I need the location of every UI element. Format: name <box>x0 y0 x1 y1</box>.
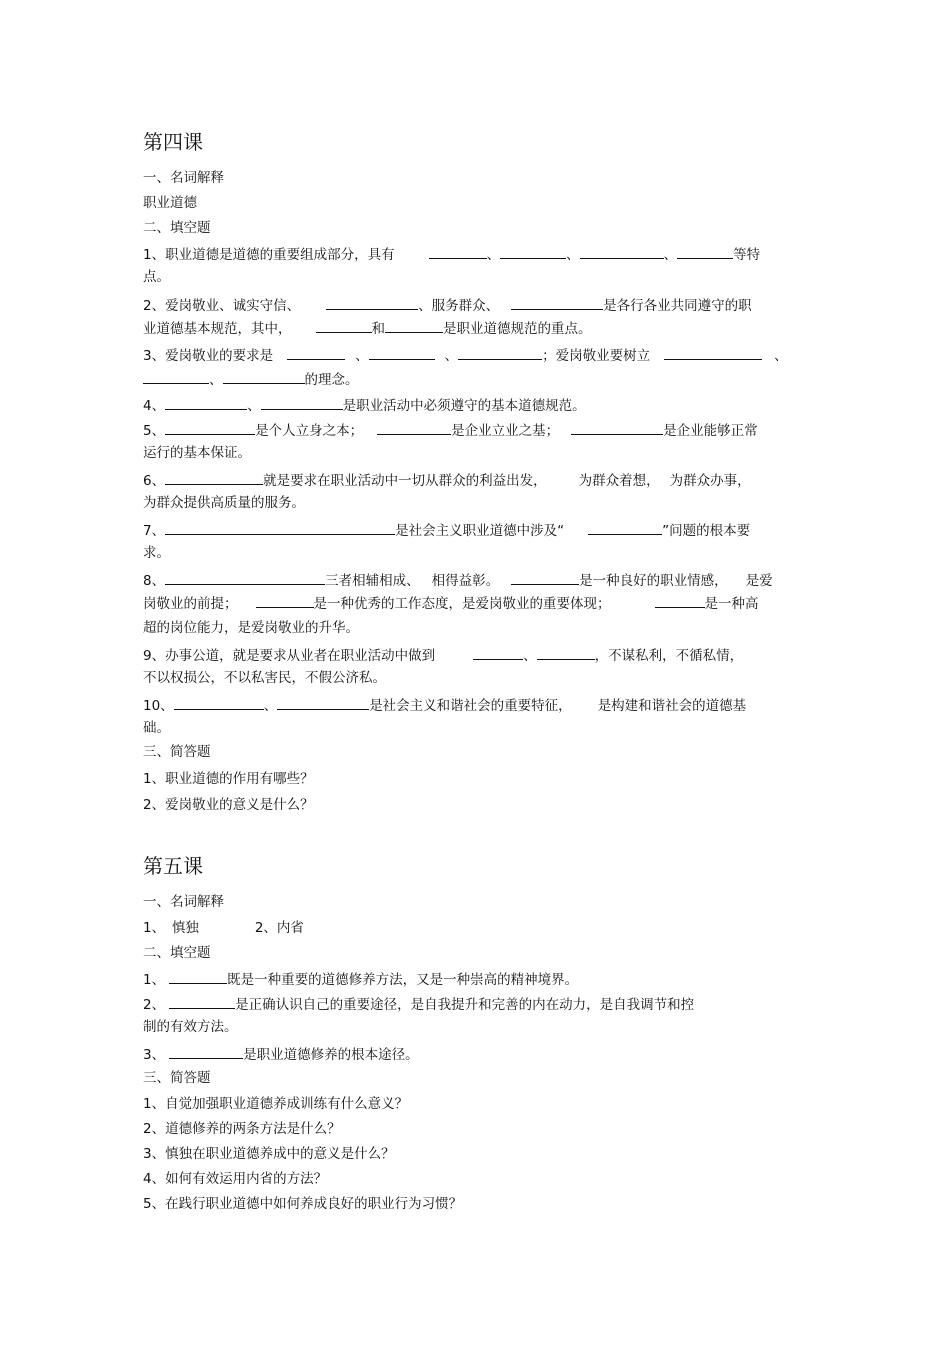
l5-short-q3: 3、慎独在职业道德养成中的意义是什么？ <box>143 1146 395 1162</box>
l4-q5-line1: 5、 是个人立身之本； 是企业立业之基； 是企业能够正常 <box>143 423 758 439</box>
fill-blank[interactable] <box>261 396 343 410</box>
fill-blank[interactable] <box>143 370 209 384</box>
fill-blank[interactable] <box>511 296 603 310</box>
fill-blank[interactable] <box>165 421 255 435</box>
fill-blank[interactable] <box>458 346 542 360</box>
l4-q8-line3: 超的岗位能力，是爱岗敬业的升华。 <box>143 620 359 636</box>
l4-q10-line2: 础。 <box>143 720 170 736</box>
l5-short-q5: 5、在践行职业道德中如何养成良好的职业行为习惯？ <box>143 1196 463 1212</box>
l4-q9-line1: 9、办事公道，就是要求从业者在职业活动中做到 、 ，不谋私利，不循私情， <box>143 648 744 664</box>
lesson4-title: 第四课 <box>143 130 203 154</box>
fill-blank[interactable] <box>664 346 762 360</box>
fill-blank[interactable] <box>677 245 733 259</box>
lesson5-section-terms: 一、名词解释 <box>143 894 224 910</box>
lesson5-section-fill: 二、填空题 <box>143 945 211 961</box>
l4-q5-line2: 运行的基本保证。 <box>143 445 251 461</box>
fill-blank[interactable] <box>165 571 325 585</box>
l4-q8-line2: 岗敬业的前提； 是一种优秀的工作态度，是爱岗敬业的重要体现； 是一种高 <box>143 596 759 612</box>
fill-blank[interactable] <box>223 370 305 384</box>
fill-blank[interactable] <box>316 319 372 333</box>
l4-q7-line2: 求。 <box>143 545 170 561</box>
l4-q3-line1: 3、爱岗敬业的要求是 、 、 ；爱岗敬业要树立 、 <box>143 348 788 364</box>
fill-blank[interactable] <box>571 421 663 435</box>
fill-blank[interactable] <box>169 995 235 1009</box>
fill-blank[interactable] <box>169 970 227 984</box>
fill-blank[interactable] <box>256 594 314 608</box>
l4-q7-line1: 7、 是社会主义职业道德中涉及“ ”问题的根本要 <box>143 523 751 539</box>
l4-q2-line1: 2、爱岗敬业、诚实守信、 、服务群众、 是各行各业共同遵守的职 <box>143 298 752 314</box>
lesson4-section-fill: 二、填空题 <box>143 220 211 236</box>
fill-blank[interactable] <box>287 346 345 360</box>
l4-q1-line1: 1、职业道德是道德的重要组成部分，具有 、 、 、 等特 <box>143 247 761 263</box>
lesson5-section-short: 三、简答题 <box>143 1070 211 1086</box>
l5-q2-line2: 制的有效方法。 <box>143 1019 238 1035</box>
fill-blank[interactable] <box>537 646 595 660</box>
fill-blank[interactable] <box>169 1045 243 1059</box>
fill-blank[interactable] <box>588 521 662 535</box>
fill-blank[interactable] <box>174 696 264 710</box>
fill-blank[interactable] <box>326 296 418 310</box>
l4-short-q2: 2、爱岗敬业的意义是什么？ <box>143 797 314 813</box>
lesson4-term: 职业道德 <box>143 195 197 211</box>
l5-q3: 3、 是职业道德修养的根本途径。 <box>143 1047 419 1063</box>
lesson4-section-terms: 一、名词解释 <box>143 170 224 186</box>
l5-short-q1: 1、自觉加强职业道德养成训练有什么意义？ <box>143 1096 409 1112</box>
l4-q10-line1: 10、 、 是社会主义和谐社会的重要特征， 是构建和谐社会的道德基 <box>143 698 747 714</box>
l5-short-q2: 2、道德修养的两条方法是什么？ <box>143 1121 341 1137</box>
fill-blank[interactable] <box>277 696 369 710</box>
lesson5-terms: 1、 慎独 2、内省 <box>143 920 304 936</box>
fill-blank[interactable] <box>165 471 263 485</box>
l4-q1-line2: 点。 <box>143 269 170 285</box>
fill-blank[interactable] <box>580 245 664 259</box>
l4-q4: 4、 、 是职业活动中必须遵守的基本道德规范。 <box>143 398 586 414</box>
l4-q6-line1: 6、 就是要求在职业活动中一切从群众的利益出发， 为群众着想， 为群众办事， <box>143 473 751 489</box>
fill-blank[interactable] <box>165 396 247 410</box>
l4-q2-line2: 业道德基本规范，其中， 和 是职业道德规范的重点。 <box>143 321 592 337</box>
fill-blank[interactable] <box>655 594 705 608</box>
fill-blank[interactable] <box>473 646 523 660</box>
fill-blank[interactable] <box>369 346 435 360</box>
fill-blank[interactable] <box>429 245 487 259</box>
lesson4-section-short: 三、简答题 <box>143 744 211 760</box>
fill-blank[interactable] <box>377 421 451 435</box>
l4-q8-line1: 8、 三者相辅相成、 相得益彰。 是一种良好的职业情感， 是爱 <box>143 573 773 589</box>
l4-q9-line2: 不以权损公，不以私害民，不假公济私。 <box>143 670 386 686</box>
fill-blank[interactable] <box>500 245 566 259</box>
lesson5-title: 第五课 <box>143 854 203 878</box>
fill-blank[interactable] <box>511 571 579 585</box>
l4-q3-line2: 、 的理念。 <box>143 370 359 389</box>
fill-blank[interactable] <box>385 319 443 333</box>
l4-q6-line2: 为群众提供高质量的服务。 <box>143 495 305 511</box>
fill-blank[interactable] <box>165 521 395 535</box>
l5-short-q4: 4、如何有效运用内省的方法？ <box>143 1171 328 1187</box>
l5-q1: 1、 既是一种重要的道德修养方法，又是一种崇高的精神境界。 <box>143 972 579 988</box>
l5-q2-line1: 2、 是正确认识自己的重要途径，是自我提升和完善的内在动力，是自我调节和控 <box>143 997 695 1013</box>
l4-short-q1: 1、职业道德的作用有哪些？ <box>143 771 314 787</box>
